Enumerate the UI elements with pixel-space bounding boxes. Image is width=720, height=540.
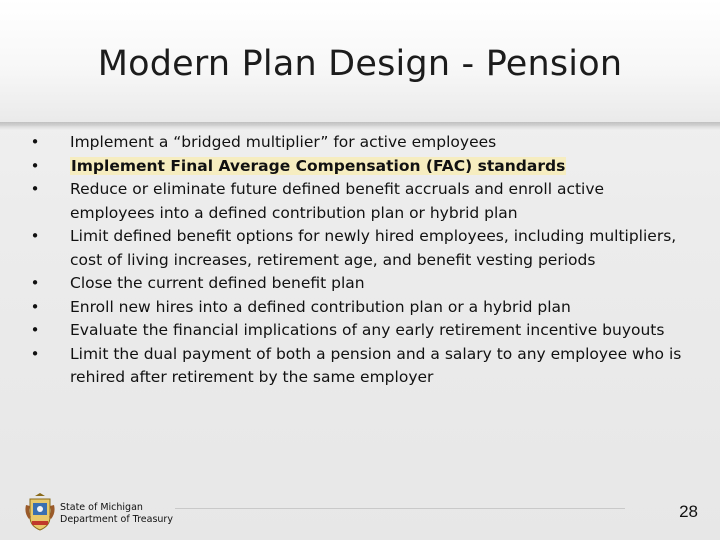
footer-org-line2: Department of Treasury <box>60 514 173 525</box>
page-number: 28 <box>679 502 698 521</box>
bullet-item: • Implement a “bridged multiplier” for active employees <box>28 131 693 155</box>
footer-organization <box>60 502 173 526</box>
bullet-marker: • <box>30 274 40 292</box>
bullet-marker: • <box>30 321 40 339</box>
michigan-seal-icon <box>24 493 56 533</box>
bullet-marker: • <box>30 227 40 245</box>
bullet-item-highlighted: • Implement Final Average Compensation (FAC) standards <box>28 155 693 179</box>
footer-org-line1: State of Michigan <box>60 502 143 513</box>
bullet-list <box>28 131 693 390</box>
bullet-item: • Limit the dual payment of both a pension and a salary to any employee who is rehired after retirement by the same employer <box>28 343 693 390</box>
title-divider-shadow <box>0 122 720 130</box>
bullet-item: • Enroll new hires into a defined contribution plan or a hybrid plan <box>28 296 693 320</box>
bullet-item: • Reduce or eliminate future defined benefit accruals and enroll active employees into a defined contribution plan or hybrid plan <box>28 178 693 225</box>
bullet-marker: • <box>30 297 40 316</box>
bullet-marker: • <box>30 344 40 363</box>
bullet-item: • Close the current defined benefit plan <box>28 272 693 296</box>
bullet-item: • Limit defined benefit options for newly hired employees, including multipliers, cost of living increases, retirement age, and benefit vesting periods <box>28 225 693 272</box>
bullet-marker: • <box>30 156 40 175</box>
bullet-marker: • <box>30 180 40 198</box>
slide-title: Modern Plan Design - Pension <box>97 44 623 84</box>
bullet-item: • Evaluate the financial implications of any early retirement incentive buyouts <box>28 319 693 343</box>
bullet-marker: • <box>30 133 40 151</box>
footer-divider <box>175 508 625 509</box>
